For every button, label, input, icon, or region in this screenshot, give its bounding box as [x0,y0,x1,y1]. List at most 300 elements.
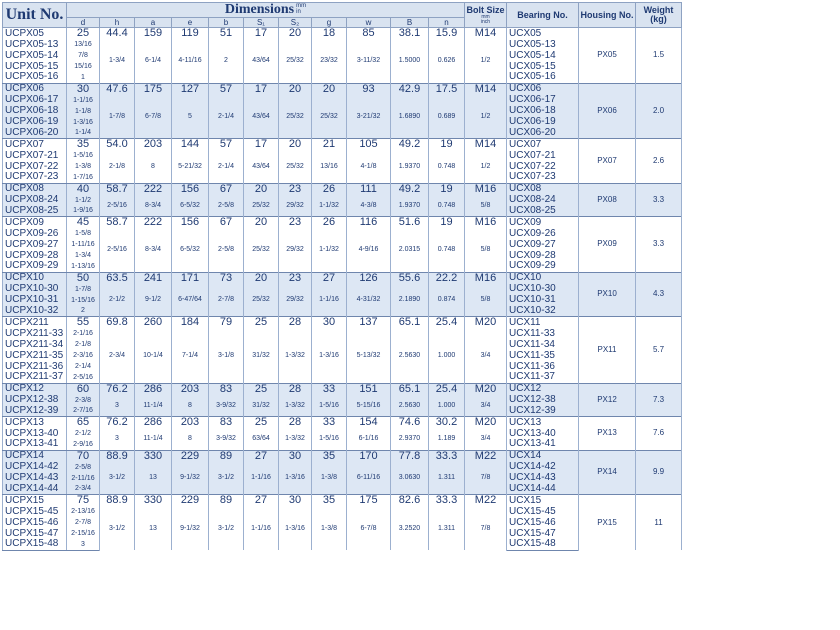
inch-value-cell: 3 [100,428,135,450]
dimensions-table [2,2,682,551]
bearing-no-cell: UCX13-40 [507,428,579,439]
bearing-no-cell: UCX12-39 [507,406,579,417]
mm-value-cell: 89 [209,450,244,462]
mm-value-cell: 137 [347,317,391,329]
mm-value-cell: 156 [172,217,209,229]
d-cell: 30 [67,83,100,95]
mm-value-cell: 49.2 [391,183,429,195]
mm-value-cell: 229 [172,450,209,462]
d-cell: 2-15/16 [67,528,100,539]
inch-value-cell: 3-11/32 [347,39,391,83]
bearing-no-header: Bearing No. [507,3,579,28]
col-b: b [209,18,244,28]
unit-no-cell: UCPX13-41 [3,439,67,450]
unit-no-cell: UCPX05-15 [3,61,67,72]
mm-value-cell: 83 [209,383,244,395]
bearing-no-cell: UCX06-20 [507,128,579,139]
unit-no-cell: UCPX05-16 [3,72,67,83]
mm-value-cell: 144 [172,139,209,151]
inch-value-cell: 10-1/4 [135,328,172,383]
inch-value-cell: 4-11/16 [172,39,209,83]
mm-value-cell: 38.1 [391,28,429,40]
d-cell: 2-13/16 [67,506,100,517]
inch-value-cell: 0.874 [429,284,465,317]
bearing-no-cell: UCX13 [507,417,579,429]
col-g: g [312,18,347,28]
mm-value-cell: 20 [279,28,312,40]
unit-no-cell: UCPX10-31 [3,295,67,306]
inch-value-cell: 1.6890 [391,95,429,139]
mm-value-cell: 184 [172,317,209,329]
unit-no-cell: UCPX09-26 [3,228,67,239]
inch-value-cell: 13 [135,506,172,550]
d-cell: 75 [67,495,100,507]
housing-no-cell: PX11 [579,317,636,384]
bearing-no-cell: UCX14 [507,450,579,462]
inch-value-cell: 11-1/4 [135,428,172,450]
mm-value-cell: M20 [465,417,507,429]
weight-label: Weight [643,5,674,15]
dim-unit-in: in [296,9,301,15]
mm-value-cell: M16 [465,272,507,284]
unit-no-cell: UCPX211 [3,317,67,329]
unit-no-cell: UCPX15-45 [3,506,67,517]
mm-value-cell: 170 [347,450,391,462]
d-cell: 2-11/16 [67,473,100,484]
inch-value-cell: 7/8 [465,506,507,550]
unit-no-cell: UCPX12 [3,383,67,395]
inch-value-cell: 1/2 [465,39,507,83]
d-cell: 1-15/16 [67,295,100,306]
inch-value-cell: 3-21/32 [347,95,391,139]
mm-value-cell: 175 [135,83,172,95]
bearing-no-cell: UCX08-24 [507,195,579,206]
inch-value-cell: 11-1/4 [135,395,172,417]
mm-value-cell: 65.1 [391,317,429,329]
inch-value-cell: 31/32 [244,395,279,417]
mm-value-cell: 76.2 [100,383,135,395]
mm-value-cell: 105 [347,139,391,151]
weight-cell: 2.6 [636,139,682,184]
inch-value-cell: 5-15/16 [347,395,391,417]
mm-value-cell: 57 [209,139,244,151]
unit-no-cell: UCPX09-27 [3,239,67,250]
mm-value-cell: 203 [172,417,209,429]
inch-value-cell: 3/4 [465,328,507,383]
d-cell: 1-11/16 [67,239,100,250]
table-row [3,317,682,329]
mm-value-cell: 127 [172,83,209,95]
d-cell: 40 [67,183,100,195]
unit-no-cell: UCPX211-34 [3,339,67,350]
mm-value-cell: 20 [244,272,279,284]
bearing-no-cell: UCX11-35 [507,350,579,361]
bearing-no-cell: UCX05-16 [507,72,579,83]
d-cell: 45 [67,217,100,229]
housing-no-header: Housing No. [579,3,636,28]
bearing-no-cell: UCX15-46 [507,517,579,528]
bearing-no-cell: UCX14-44 [507,484,579,495]
unit-no-cell: UCPX05-14 [3,50,67,61]
inch-value-cell: 1.5000 [391,39,429,83]
unit-no-cell: UCPX05-13 [3,39,67,50]
inch-value-cell: 3.2520 [391,506,429,550]
inch-value-cell: 1-1/32 [312,195,347,217]
col-b-width: B [391,18,429,28]
mm-value-cell: 33.3 [429,450,465,462]
inch-value-cell: 29/32 [279,284,312,317]
inch-value-cell: 8-3/4 [135,195,172,217]
inch-value-cell: 0.689 [429,95,465,139]
mm-value-cell: 67 [209,217,244,229]
inch-value-cell: 1.000 [429,328,465,383]
bearing-no-cell: UCX12-38 [507,395,579,406]
mm-value-cell: 28 [279,417,312,429]
mm-value-cell: 286 [135,417,172,429]
mm-value-cell: 25.4 [429,383,465,395]
inch-value-cell: 1.189 [429,428,465,450]
mm-value-cell: 73 [209,272,244,284]
inch-value-cell: 3-1/2 [209,506,244,550]
inch-value-cell: 4-3/8 [347,195,391,217]
table-body [3,28,682,551]
housing-no-cell: PX06 [579,83,636,139]
mm-value-cell: 21 [312,139,347,151]
mm-value-cell: 35 [312,450,347,462]
inch-value-cell: 6-47/64 [172,284,209,317]
inch-value-cell: 2 [209,39,244,83]
weight-cell: 4.3 [636,272,682,317]
mm-value-cell: 241 [135,272,172,284]
weight-cell: 11 [636,495,682,551]
mm-value-cell: 20 [244,217,279,229]
dimensions-title: Dimensions [224,2,295,17]
inch-value-cell: 43/64 [244,39,279,83]
inch-value-cell: 1.311 [429,462,465,495]
mm-value-cell: 30 [279,495,312,507]
inch-value-cell: 1.9370 [391,150,429,183]
d-cell: 13/16 [67,39,100,50]
bearing-no-cell: UCX15-48 [507,539,579,550]
mm-value-cell: 260 [135,317,172,329]
unit-no-cell: UCPX07 [3,139,67,151]
inch-value-cell: 2.1890 [391,284,429,317]
housing-no-cell: PX10 [579,272,636,317]
mm-value-cell: 35 [312,495,347,507]
unit-no-cell: UCPX15-48 [3,539,67,550]
inch-value-cell: 0.748 [429,150,465,183]
table-row [3,183,682,195]
mm-value-cell: 42.9 [391,83,429,95]
d-cell: 2-1/8 [67,339,100,350]
mm-value-cell: M14 [465,83,507,95]
unit-no-cell: UCPX08-25 [3,206,67,217]
mm-value-cell: M20 [465,383,507,395]
mm-value-cell: 30 [279,450,312,462]
inch-value-cell: 5 [172,95,209,139]
unit-no-cell: UCPX211-33 [3,328,67,339]
mm-value-cell: 222 [135,183,172,195]
mm-value-cell: 27 [244,450,279,462]
d-cell: 1-7/8 [67,284,100,295]
inch-value-cell: 2-3/4 [100,328,135,383]
unit-no-cell: UCPX10-32 [3,306,67,317]
inch-value-cell: 25/32 [279,39,312,83]
table-row [3,28,682,40]
table-row [3,83,682,95]
mm-value-cell: 25 [244,417,279,429]
weight-header [636,3,682,28]
table-row [3,450,682,462]
mm-value-cell: 156 [172,183,209,195]
mm-value-cell: 47.6 [100,83,135,95]
bearing-no-cell: UCX11-37 [507,372,579,383]
inch-value-cell: 7/8 [465,462,507,495]
mm-value-cell: 85 [347,28,391,40]
mm-value-cell: 119 [172,28,209,40]
inch-value-cell: 6-5/32 [172,228,209,272]
inch-value-cell: 1-1/16 [244,462,279,495]
d-cell: 2-3/8 [67,395,100,406]
inch-value-cell: 7-1/4 [172,328,209,383]
weight-unit: (kg) [650,14,667,24]
mm-value-cell: 27 [312,272,347,284]
bolt-size-header [465,3,507,28]
mm-value-cell: 83 [209,417,244,429]
unit-no-cell: UCPX12-38 [3,395,67,406]
d-cell: 50 [67,272,100,284]
d-cell: 25 [67,28,100,40]
mm-value-cell: 30 [312,317,347,329]
d-cell: 1-3/16 [67,117,100,128]
bearing-no-cell: UCX08-25 [507,206,579,217]
inch-value-cell: 8 [172,395,209,417]
mm-value-cell: 28 [279,383,312,395]
bearing-no-cell: UCX11-34 [507,339,579,350]
table-row [3,383,682,395]
unit-no-cell: UCPX09-28 [3,250,67,261]
inch-value-cell: 1-1/32 [312,228,347,272]
inch-value-cell: 2-5/16 [100,195,135,217]
inch-value-cell: 29/32 [279,228,312,272]
mm-value-cell: 58.7 [100,183,135,195]
col-d: d [67,18,100,28]
bearing-no-cell: UCX05 [507,28,579,40]
inch-value-cell: 2.0315 [391,228,429,272]
inch-value-cell: 9-1/32 [172,506,209,550]
inch-value-cell: 1-3/8 [312,462,347,495]
inch-value-cell: 1-3/4 [100,39,135,83]
mm-value-cell: 44.4 [100,28,135,40]
mm-value-cell: 20 [279,139,312,151]
inch-value-cell: 1.000 [429,395,465,417]
unit-no-cell: UCPX06 [3,83,67,95]
unit-no-cell: UCPX13-40 [3,428,67,439]
unit-no-cell: UCPX09 [3,217,67,229]
d-cell: 1-7/16 [67,172,100,183]
bearing-no-cell: UCX07-21 [507,150,579,161]
mm-value-cell: 79 [209,317,244,329]
inch-value-cell: 1-3/16 [279,462,312,495]
inch-value-cell: 2-5/16 [100,228,135,272]
mm-value-cell: 27 [244,495,279,507]
inch-value-cell: 29/32 [279,195,312,217]
unit-no-cell: UCPX14-44 [3,484,67,495]
mm-value-cell: 19 [429,139,465,151]
inch-value-cell: 8 [172,428,209,450]
dim-unit-mm: mm [296,3,307,9]
bearing-no-cell: UCX07-23 [507,172,579,183]
d-cell: 2-9/16 [67,439,100,450]
housing-no-cell: PX15 [579,495,636,551]
bearing-no-cell: UCX05-15 [507,61,579,72]
bearing-no-cell: UCX11-36 [507,361,579,372]
mm-value-cell: 28 [279,317,312,329]
d-cell: 2-1/16 [67,328,100,339]
mm-value-cell: M22 [465,450,507,462]
inch-value-cell: 3/4 [465,395,507,417]
d-cell: 1-3/8 [67,161,100,172]
mm-value-cell: 67 [209,183,244,195]
housing-no-cell: PX12 [579,383,636,417]
mm-value-cell: 25.4 [429,317,465,329]
unit-no-header: Unit No. [3,3,67,28]
mm-value-cell: 93 [347,83,391,95]
bearing-no-cell: UCX09-26 [507,228,579,239]
col-s2: S₂ [279,18,312,28]
mm-value-cell: 30.2 [429,417,465,429]
unit-no-cell: UCPX13 [3,417,67,429]
inch-value-cell: 5-13/32 [347,328,391,383]
d-cell: 1 [67,72,100,83]
bearing-no-cell: UCX14-43 [507,473,579,484]
housing-no-cell: PX09 [579,217,636,273]
d-cell: 1-1/2 [67,195,100,206]
mm-value-cell: 57 [209,83,244,95]
mm-value-cell: 18 [312,28,347,40]
inch-value-cell: 1-3/32 [279,328,312,383]
inch-value-cell: 1-7/8 [100,95,135,139]
bearing-no-cell: UCX09-29 [507,261,579,272]
inch-value-cell: 2.9370 [391,428,429,450]
bearing-no-cell: UCX07 [507,139,579,151]
unit-no-cell: UCPX14-42 [3,462,67,473]
inch-value-cell: 6-7/8 [347,506,391,550]
inch-value-cell: 2.5630 [391,328,429,383]
unit-no-cell: UCPX07-22 [3,161,67,172]
d-cell: 1-5/8 [67,228,100,239]
mm-value-cell: 74.6 [391,417,429,429]
bearing-no-cell: UCX09-28 [507,250,579,261]
inch-value-cell: 2-1/2 [100,284,135,317]
mm-value-cell: 116 [347,217,391,229]
inch-value-cell: 23/32 [312,39,347,83]
bearing-no-cell: UCX14-42 [507,462,579,473]
table-row [3,217,682,229]
mm-value-cell: 23 [279,183,312,195]
inch-value-cell: 43/64 [244,95,279,139]
inch-value-cell: 3/4 [465,428,507,450]
inch-value-cell: 1-3/16 [279,506,312,550]
inch-value-cell: 25/32 [244,284,279,317]
mm-value-cell: 330 [135,495,172,507]
bearing-no-cell: UCX12 [507,383,579,395]
inch-value-cell: 8-3/4 [135,228,172,272]
d-cell: 2-1/2 [67,428,100,439]
d-cell: 2-5/16 [67,372,100,383]
col-s1: S₁ [244,18,279,28]
inch-value-cell: 3-1/2 [100,462,135,495]
mm-value-cell: M16 [465,183,507,195]
d-cell: 1-1/16 [67,95,100,106]
d-cell: 2 [67,306,100,317]
bolt-unit-mm: mm [481,13,490,20]
d-cell: 35 [67,139,100,151]
d-cell: 55 [67,317,100,329]
housing-no-cell: PX07 [579,139,636,184]
table-row [3,417,682,429]
d-cell: 2-1/4 [67,361,100,372]
mm-value-cell: 330 [135,450,172,462]
inch-value-cell: 1-1/16 [244,506,279,550]
bolt-size-label: Bolt Size [466,4,505,15]
weight-cell: 2.0 [636,83,682,139]
col-a: a [135,18,172,28]
mm-value-cell: 229 [172,495,209,507]
inch-value-cell: 1-3/32 [279,395,312,417]
mm-value-cell: 63.5 [100,272,135,284]
d-cell: 2-3/16 [67,350,100,361]
inch-value-cell: 2-7/8 [209,284,244,317]
mm-value-cell: 17 [244,83,279,95]
unit-no-cell: UCPX06-18 [3,106,67,117]
mm-value-cell: 19 [429,217,465,229]
table-row [3,495,682,507]
unit-no-cell: UCPX06-17 [3,95,67,106]
mm-value-cell: 89 [209,495,244,507]
inch-value-cell: 25/32 [244,228,279,272]
mm-value-cell: 25 [244,317,279,329]
inch-value-cell: 3.0630 [391,462,429,495]
unit-no-cell: UCPX08-24 [3,195,67,206]
inch-value-cell: 3-1/2 [100,506,135,550]
d-cell: 2-5/8 [67,462,100,473]
bearing-no-cell: UCX09 [507,217,579,229]
inch-value-cell: 1.311 [429,506,465,550]
col-h: h [100,18,135,28]
unit-no-cell: UCPX05 [3,28,67,40]
inch-value-cell: 25/32 [279,150,312,183]
bearing-no-cell: UCX15-45 [507,506,579,517]
mm-value-cell: 203 [135,139,172,151]
mm-value-cell: 88.9 [100,450,135,462]
unit-no-cell: UCPX211-37 [3,372,67,383]
inch-value-cell: 5/8 [465,228,507,272]
d-cell: 1-9/16 [67,206,100,217]
d-cell: 60 [67,383,100,395]
inch-value-cell: 1-5/16 [312,428,347,450]
mm-value-cell: 65.1 [391,383,429,395]
inch-value-cell: 43/64 [244,150,279,183]
mm-value-cell: 151 [347,383,391,395]
dimensions-header [67,3,465,18]
mm-value-cell: 33 [312,417,347,429]
inch-value-cell: 1-3/32 [279,428,312,450]
weight-cell: 3.3 [636,183,682,217]
mm-value-cell: 51 [209,28,244,40]
col-n: n [429,18,465,28]
mm-value-cell: M22 [465,495,507,507]
